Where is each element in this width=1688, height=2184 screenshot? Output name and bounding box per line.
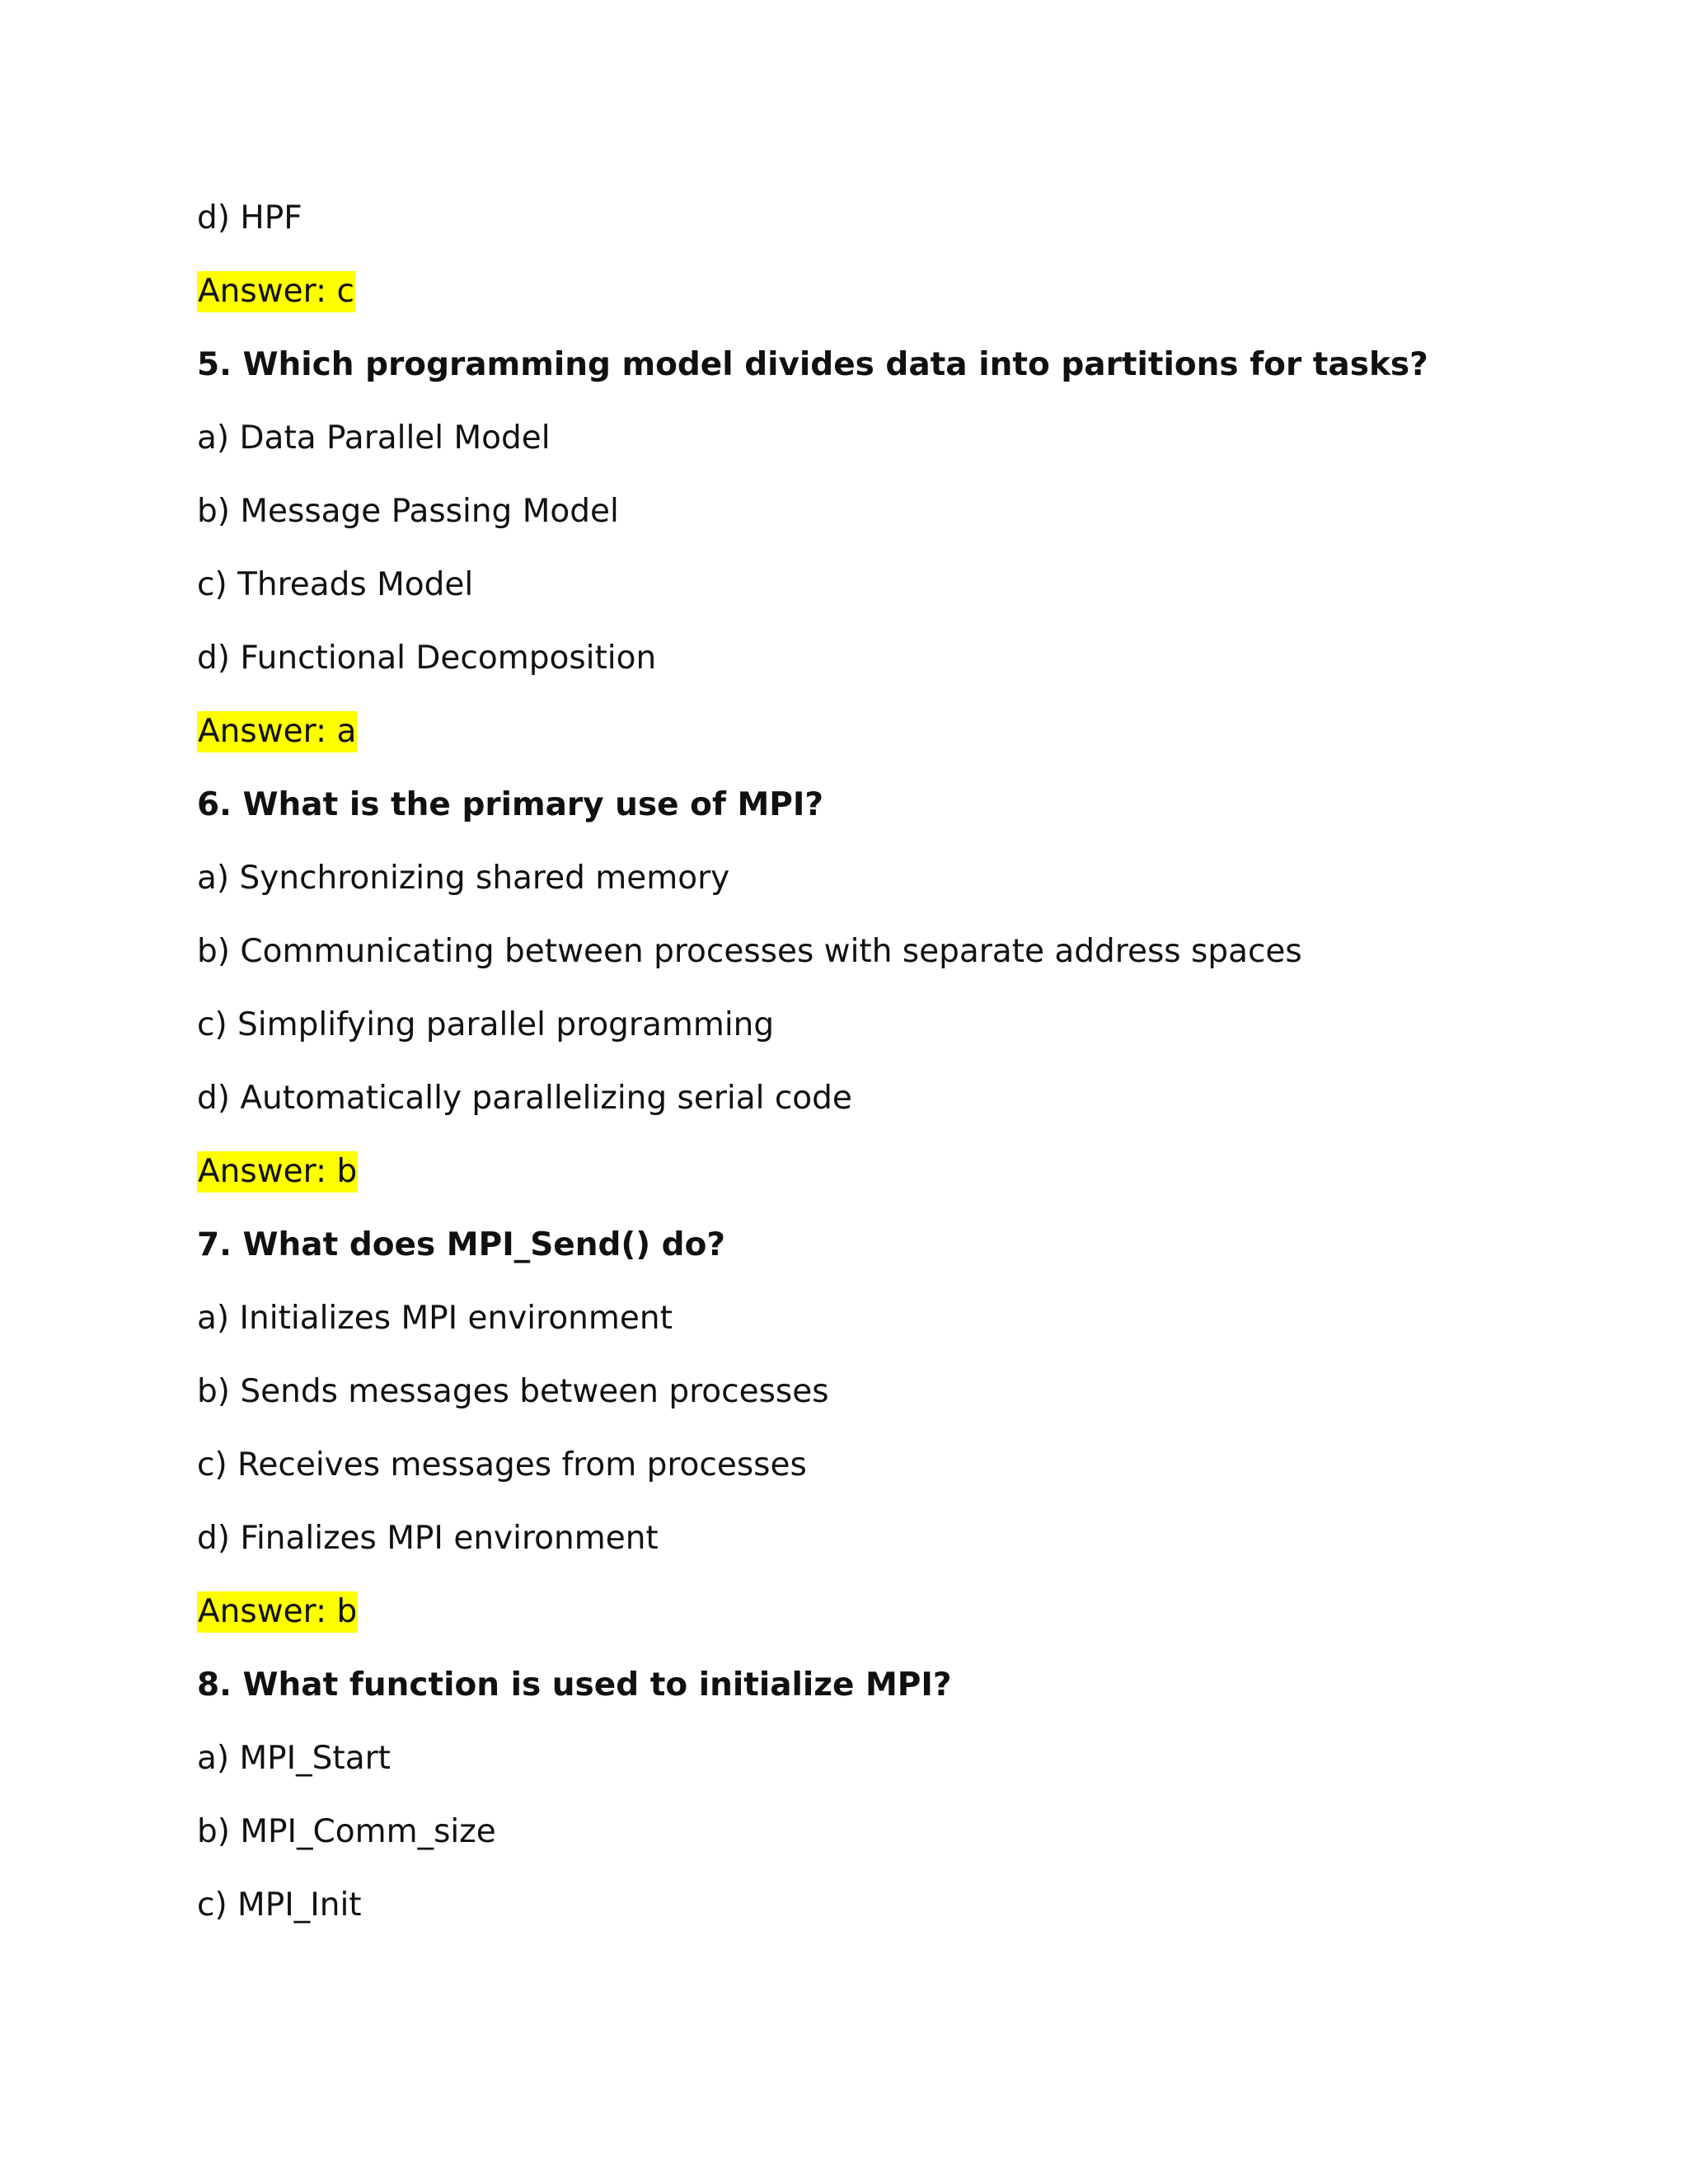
option-line: [197, 1371, 1532, 1445]
question-line: [197, 1225, 1532, 1298]
option-text: c) Simplifying parallel programming: [197, 1006, 775, 1043]
option-text: c) MPI_Init: [197, 1886, 362, 1924]
question-line: [197, 1665, 1532, 1738]
option-line: [197, 1445, 1532, 1518]
option-line: [197, 418, 1532, 491]
answer-line: [197, 271, 1532, 344]
option-line: [197, 1005, 1532, 1078]
answer-highlight: Answer: c: [197, 271, 355, 312]
option-text: a) Data Parallel Model: [197, 419, 551, 457]
option-line: [197, 1298, 1532, 1371]
option-text: b) MPI_Comm_size: [197, 1813, 496, 1850]
answer-highlight: Answer: b: [197, 1591, 358, 1633]
answer-line: [197, 1591, 1532, 1665]
question-text: 5. Which programming model divides data into partitions for tasks?: [197, 346, 1428, 383]
option-text: a) Synchronizing shared memory: [197, 860, 730, 897]
answer-line: [197, 1151, 1532, 1225]
option-text: b) Message Passing Model: [197, 493, 619, 530]
option-text: b) Sends messages between processes: [197, 1373, 829, 1410]
option-line: [197, 565, 1532, 638]
question-line: [197, 344, 1532, 418]
quiz-content: [197, 198, 1532, 1958]
question-text: 6. What is the primary use of MPI?: [197, 786, 824, 823]
option-text: d) Functional Decomposition: [197, 640, 657, 677]
option-line: [197, 931, 1532, 1005]
option-text: c) Threads Model: [197, 566, 474, 603]
option-text: a) MPI_Start: [197, 1740, 391, 1777]
answer-line: [197, 711, 1532, 785]
option-line: [197, 1811, 1532, 1885]
option-text: b) Communicating between processes with separate address spaces: [197, 933, 1302, 970]
option-text: d) HPF: [197, 199, 302, 237]
option-text: a) Initializes MPI environment: [197, 1300, 673, 1337]
answer-highlight: Answer: b: [197, 1151, 358, 1193]
option-text: d) Finalizes MPI environment: [197, 1520, 659, 1557]
question-text: 8. What function is used to initialize MPI?: [197, 1666, 952, 1704]
option-line: [197, 1885, 1532, 1958]
option-text: d) Automatically parallelizing serial code: [197, 1080, 852, 1117]
option-line: [197, 198, 1532, 271]
answer-highlight: Answer: a: [197, 711, 357, 752]
option-text: c) Receives messages from processes: [197, 1446, 807, 1483]
question-text: 7. What does MPI_Send() do?: [197, 1226, 725, 1263]
option-line: [197, 1738, 1532, 1811]
option-line: [197, 858, 1532, 931]
option-line: [197, 491, 1532, 565]
question-line: [197, 785, 1532, 858]
option-line: [197, 1518, 1532, 1591]
option-line: [197, 638, 1532, 711]
option-line: [197, 1078, 1532, 1151]
